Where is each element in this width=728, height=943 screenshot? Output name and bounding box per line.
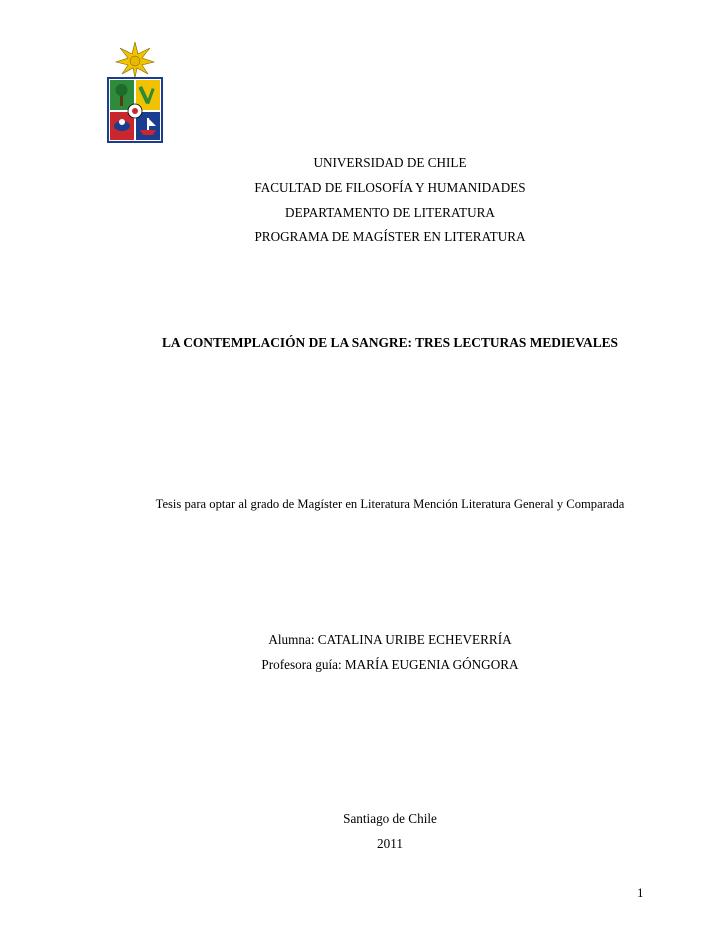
page-number: 1 [637, 885, 644, 900]
advisor-name: Profesora guía: MARÍA EUGENIA GÓNGORA [261, 657, 519, 672]
student-name: Alumna: CATALINA URIBE ECHEVERRÍA [268, 632, 512, 647]
department-name: DEPARTAMENTO DE LITERATURA [285, 205, 495, 220]
degree-statement: Tesis para optar al grado de Magíster en Literatura Mención Literatura General y Comparada [155, 497, 625, 511]
thesis-title: LA CONTEMPLACIÓN DE LA SANGRE: TRES LECTURAS MEDIEVALES [162, 335, 618, 350]
place: Santiago de Chile [343, 811, 437, 826]
year: 2011 [377, 836, 403, 851]
university-name: UNIVERSIDAD DE CHILE [313, 155, 467, 170]
program-name: PROGRAMA DE MAGÍSTER EN LITERATURA [254, 229, 526, 244]
star-emblem [116, 42, 154, 78]
faculty-name: FACULTAD DE FILOSOFÍA Y HUMANIDADES [254, 180, 526, 195]
university-coat-of-arms-icon [106, 40, 164, 144]
